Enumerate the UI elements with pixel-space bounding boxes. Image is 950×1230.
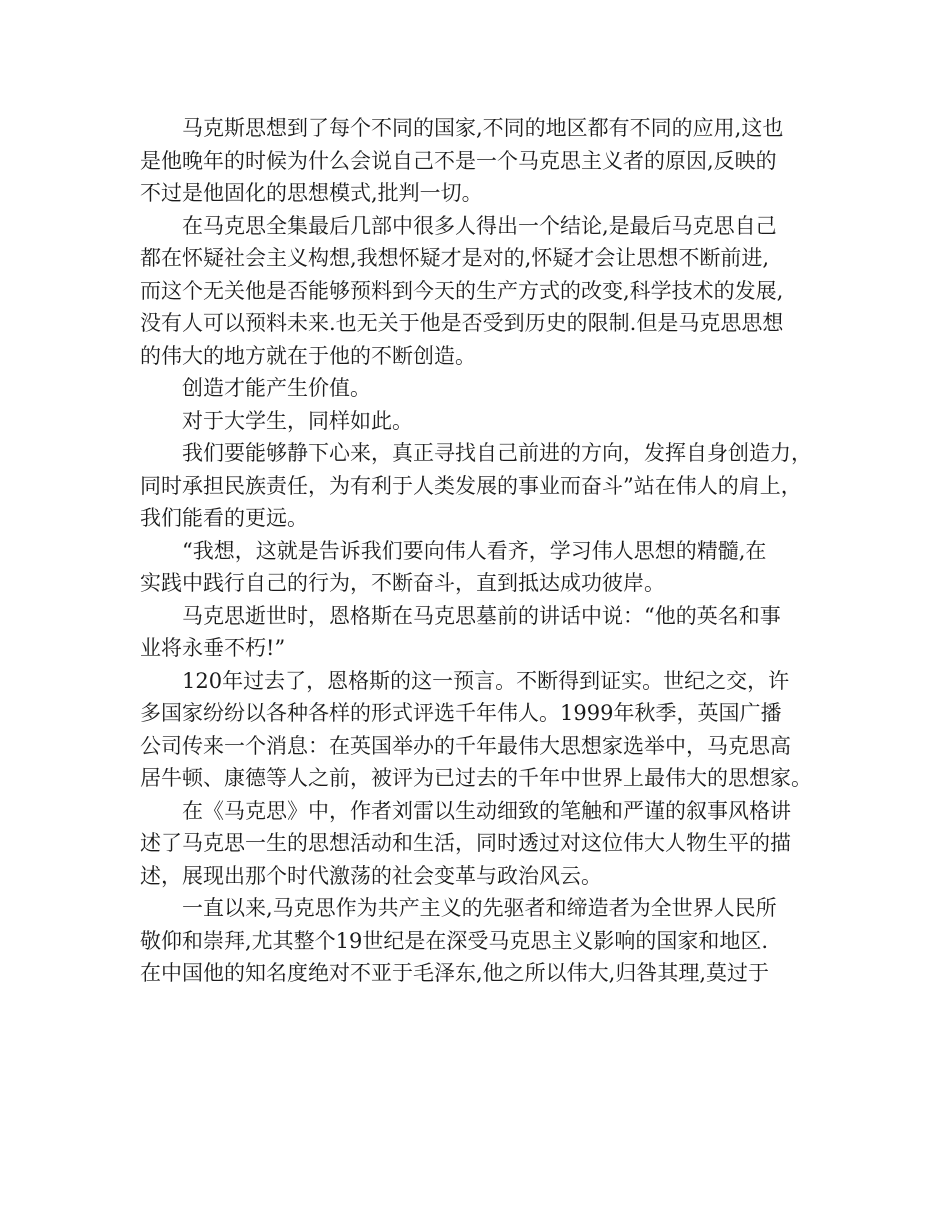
text-line: 是他晚年的时候为什么会说自己不是一个马克思主义者的原因,反映的 xyxy=(140,148,777,173)
paragraph-10 xyxy=(140,892,816,990)
text-line: 述了马克思一生的思想活动和生活，同时透过对这位伟大人物生平的描 xyxy=(140,831,791,855)
paragraph-3 xyxy=(140,372,816,405)
paragraph-7 xyxy=(140,600,816,665)
paragraph-9 xyxy=(140,795,816,893)
text-line: 对于大学生，同样如此。 xyxy=(182,408,413,433)
text-line: 120年过去了，恩格斯的这一预言。不断得到证实。世纪之交，许 xyxy=(182,668,790,693)
text-line: “我想，这就是告诉我们要向伟人看齐，学习伟人思想的精髓,在 xyxy=(182,538,767,563)
text-line: 马克思逝世时，恩格斯在马克思墓前的讲话中说：“他的英名和事 xyxy=(182,603,781,628)
text-line: 敬仰和崇拜,尤其整个19世纪是在深受马克思主义影响的国家和地区. xyxy=(140,928,769,953)
text-line: 都在怀疑社会主义构想,我想怀疑才是对的,怀疑才会让思想不断前进, xyxy=(140,246,770,270)
paragraph-8 xyxy=(140,665,816,795)
text-line: 在中国他的知名度绝对不亚于毛泽东,他之所以伟大,归咎其理,莫过于 xyxy=(140,961,770,985)
text-line: 公司传来一个消息：在英国举办的千年最伟大思想家选举中，马克思高 xyxy=(140,733,791,758)
text-line: 我们要能够静下心来，真正寻找自己前进的方向，发挥自身创造力， xyxy=(182,441,812,465)
document-body xyxy=(140,112,816,990)
text-line: 在《马克思》中，作者刘雷以生动细致的笔触和严谨的叙事风格讲 xyxy=(182,798,791,823)
text-line: 我们能看的更远。 xyxy=(140,506,308,530)
text-line: 创造才能产生价值。 xyxy=(182,376,371,400)
paragraph-2 xyxy=(140,210,816,373)
text-line: 而这个无关他是否能够预料到今天的生产方式的改变,科学技术的发展, xyxy=(140,278,784,303)
paragraph-1 xyxy=(140,112,816,210)
text-line: 没有人可以预料未来.也无关于他是否受到历史的限制.但是马克思思想 xyxy=(140,311,784,335)
paragraph-5 xyxy=(140,437,816,535)
text-line: 业将永垂不朽!” xyxy=(140,636,286,660)
text-line: 的伟大的地方就在于他的不断创造。 xyxy=(140,343,476,368)
text-line: 居牛顿、康德等人之前，被评为已过去的千年中世界上最伟大的思想家。 xyxy=(140,766,812,790)
text-line: 述，展现出那个时代激荡的社会变革与政治风云。 xyxy=(140,863,602,888)
text-line: 多国家纷纷以各种各样的形式评选千年伟人。1999年秋季，英国广播 xyxy=(140,701,782,725)
paragraph-6 xyxy=(140,535,816,600)
text-line: 一直以来,马克思作为共产主义的先驱者和缔造者为全世界人民所 xyxy=(182,896,777,920)
text-line: 不过是他固化的思想模式,批判一切。 xyxy=(140,181,483,205)
text-line: 在马克思全集最后几部中很多人得出一个结论,是最后马克思自己 xyxy=(182,213,777,238)
paragraph-4 xyxy=(140,405,816,438)
text-line: 同时承担民族责任，为有利于人类发展的事业而奋斗”站在伟人的肩上， xyxy=(140,473,802,498)
text-line: 马克斯思想到了每个不同的国家,不同的地区都有不同的应用,这也 xyxy=(182,116,784,140)
text-line: 实践中践行自己的行为，不断奋斗，直到抵达成功彼岸。 xyxy=(140,571,665,595)
